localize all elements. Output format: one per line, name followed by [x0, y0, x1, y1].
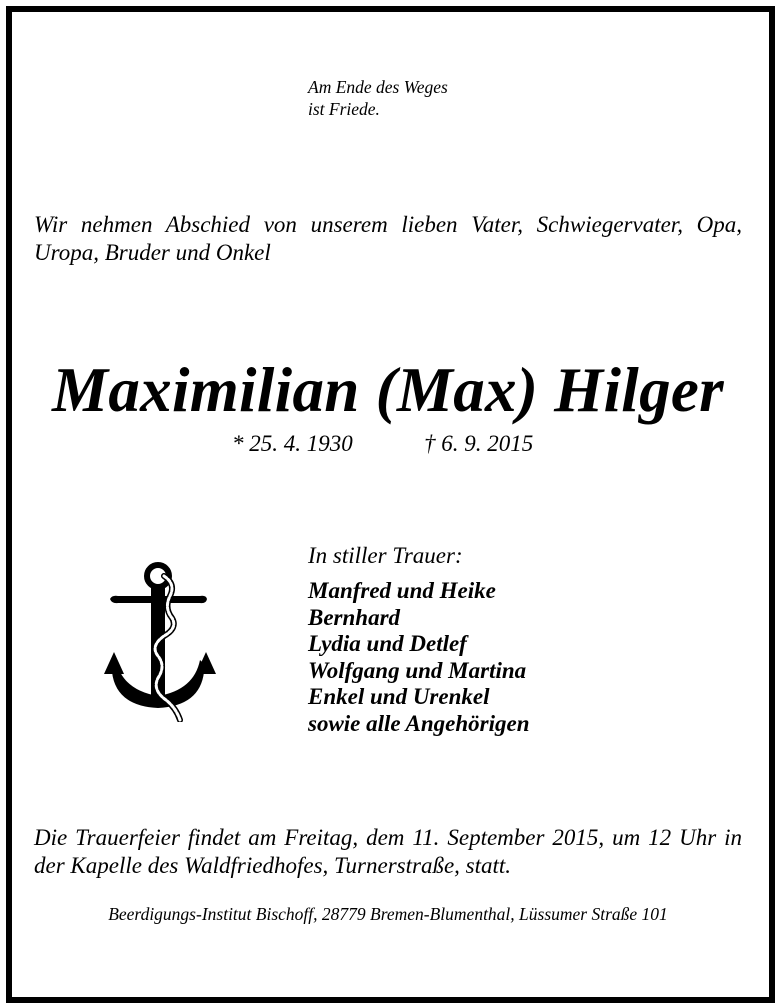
- motto: [308, 76, 448, 120]
- death-date: † 6. 9. 2015: [424, 431, 534, 456]
- birth-date: * 25. 4. 1930: [232, 431, 353, 456]
- mourning-heading: In stiller Trauer:: [308, 543, 463, 568]
- intro-text: Wir nehmen Abschied von unserem lieben Vater, Schwiegervater, Opa, Uropa, Bruder und Onkel: [34, 212, 742, 265]
- ceremony-text: Die Trauerfeier findet am Freitag, dem 11. September 2015, um 12 Uhr in der Kapelle des Waldfriedhofes, Turnerstraße, statt.: [34, 825, 742, 878]
- mourner-line: sowie alle Angehörigen: [308, 710, 530, 736]
- deceased-name: Maximilian (Max) Hilger: [52, 355, 724, 425]
- motto-line-1: Am Ende des Weges: [308, 77, 448, 97]
- funeral-home: Beerdigungs-Institut Bischoff, 28779 Bremen-Blumenthal, Lüssumer Straße 101: [108, 904, 668, 924]
- mourner-line: Bernhard: [308, 604, 401, 630]
- mourner-line: Lydia und Detlef: [308, 631, 467, 656]
- mourners-list: [308, 578, 530, 737]
- mourner-line: Manfred und Heike: [308, 578, 496, 603]
- motto-line-2: ist Friede.: [308, 99, 380, 119]
- mourner-line: Wolfgang und Martina: [308, 657, 527, 683]
- mourner-line: Enkel und Urenkel: [308, 684, 490, 709]
- anchor-icon: [104, 562, 216, 722]
